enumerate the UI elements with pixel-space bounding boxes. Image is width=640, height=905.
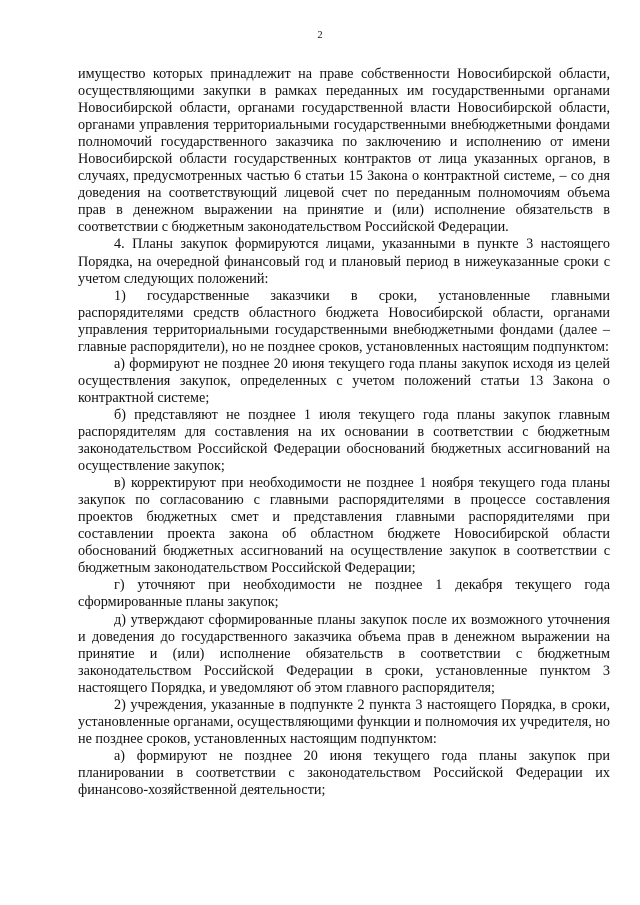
paragraph-subitem-1b: б) представляют не позднее 1 июля текущего года планы закупок главным распорядителям для составления на их основании в соответствии с бюджетным законодательством Российской Федерации обоснований бюджетных ассигнований на осуществление закупок; [78, 406, 610, 475]
paragraph-subitem-2a: а) формируют не позднее 20 июня текущего года планы закупок при планировании в соответствии с законодательством Российской Федерации их финансово-хозяйственной деятельности; [78, 747, 610, 798]
paragraph-subitem-1g: г) уточняют при необходимости не позднее 1 декабря текущего года сформированные планы закупок; [78, 577, 610, 611]
paragraph-subitem-1a: а) формируют не позднее 20 июня текущего года планы закупок исходя из целей осуществления закупок, определенных с учетом положений статьи 13 Закона о контрактной системе; [78, 355, 610, 406]
paragraph-subitem-1d: д) утверждают сформированные планы закупок после их возможного уточнения и доведения до государственного заказчика объема прав в денежном выражении на принятие и (или) исполнение обязательств в соответствии с бюджетным законодательством Российской Федерации в сроки, установленные пунктом 3 настоящего Порядка, и уведомляют об этом главного распорядителя; [78, 611, 610, 696]
paragraph-item-4: 4. Планы закупок формируются лицами, указанными в пункте 3 настоящего Порядка, на очередной финансовый год и плановый период в нижеуказанные сроки с учетом следующих положений: [78, 236, 610, 287]
paragraph-continuation: имущество которых принадлежит на праве собственности Новосибирской области, осуществляющими закупки в рамках переданных им государственными органами Новосибирской области, органами государственной власти Новосибирской области, органами управления территориальными государственными внебюджетными фондами полномочий государственного заказчика по заключению и исполнению от имени Новосибирской области государственных контрактов от лица указанных органов, в случаях, предусмотренных частью 6 статьи 15 Закона о контрактной системе, – со дня доведения на соответствующий лицевой счет по переданным полномочиям объема прав в денежном выражении на принятие и (или) исполнение обязательств в соответствии с бюджетным законодательством Российской Федерации. [78, 66, 610, 236]
page-number: 2 [317, 30, 323, 41]
paragraph-subitem-2: 2) учреждения, указанные в подпункте 2 пункта 3 настоящего Порядка, в сроки, установленные органами, осуществляющими функции и полномочия их учредителя, но не позднее сроков, установленных настоящим подпунктом: [78, 696, 610, 747]
paragraph-subitem-1: 1) государственные заказчики в сроки, установленные главными распорядителями средств областного бюджета Новосибирской области, органами управления территориальными государственными внебюджетными фондами (далее – главные распорядители), но не позднее сроков, установленных настоящим подпунктом: [78, 287, 610, 355]
document-body [78, 66, 610, 799]
paragraph-subitem-1v: в) корректируют при необходимости не позднее 1 ноября текущего года планы закупок по согласованию с главными распорядителями в процессе составления проектов бюджетных смет и представления главными распорядителями при составлении проекта закона об областном бюджете Новосибирской области обоснований бюджетных ассигнований на осуществление закупок в соответствии с бюджетным законодательством Российской Федерации; [78, 475, 610, 577]
